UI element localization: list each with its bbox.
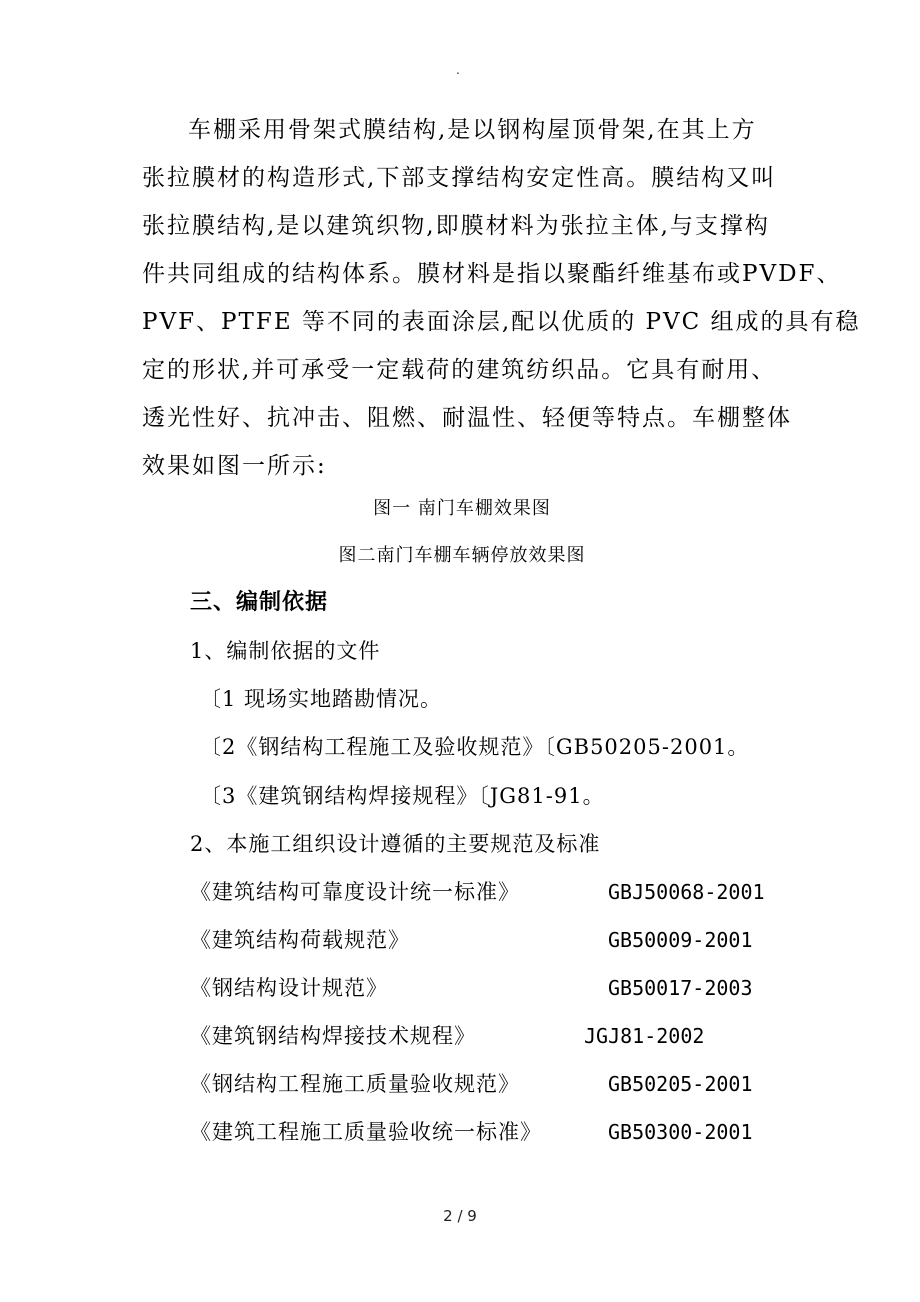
standard-name: 《建筑钢结构焊接技术规程》	[190, 1024, 476, 1048]
standard-code: GBJ50068-2001	[608, 880, 765, 904]
header-mark: .	[456, 63, 460, 77]
standard-row	[190, 1067, 790, 1101]
standard-name: 《钢结构工程施工质量验收规范》	[190, 1072, 520, 1096]
standard-row	[190, 875, 790, 909]
standard-row	[190, 923, 790, 957]
standard-row	[190, 1019, 790, 1053]
standard-code: GB50205-2001	[608, 1072, 753, 1096]
standard-code: GB50300-2001	[608, 1120, 753, 1144]
intro-paragraph	[142, 106, 861, 490]
standard-code: JGJ81-2002	[584, 1024, 705, 1048]
figure-2-caption: 图二南门车棚车辆停放效果图	[338, 545, 586, 566]
subsection-1-title: 1、编制依据的文件	[190, 639, 381, 663]
paragraph-line: 张拉膜结构,是以建筑织物,即膜材料为张拉主体,与支撑构	[142, 213, 770, 239]
paragraph-line: 效果如图一所示:	[142, 453, 327, 479]
paragraph-line: 透光性好、抗冲击、阻燃、耐温性、轻便等特点。车棚整体	[142, 405, 792, 431]
figure-1-caption: 图一 南门车棚效果图	[373, 498, 551, 519]
paragraph-line: 张拉膜材的构造形式,下部支撑结构安定性高。膜结构又叫	[142, 165, 777, 191]
reference-item: 〔2《钢结构工程施工及验收规范》〔GB50205-2001。	[200, 735, 750, 759]
standard-row	[190, 1115, 790, 1149]
standard-name: 《建筑工程施工质量验收统一标准》	[190, 1120, 542, 1144]
reference-item: 〔3《建筑钢结构焊接规程》〔JG81-91。	[200, 784, 605, 808]
standard-code: GB50017-2003	[608, 976, 753, 1000]
standard-name: 《建筑结构可靠度设计统一标准》	[190, 880, 520, 904]
standard-name: 《钢结构设计规范》	[190, 976, 388, 1000]
paragraph-line: PVF、PTFE 等不同的表面涂层,配以优质的 PVC 组成的具有稳	[142, 309, 861, 335]
paragraph-line: 定的形状,并可承受一定载荷的建筑纺织品。它具有耐用、	[142, 357, 777, 383]
reference-item: 〔1 现场实地踏勘情况。	[200, 687, 443, 711]
standard-name: 《建筑结构荷载规范》	[190, 928, 410, 952]
standard-code: GB50009-2001	[608, 928, 753, 952]
section-heading: 三、编制依据	[190, 590, 329, 615]
paragraph-line: 车棚采用骨架式膜结构,是以钢构屋顶骨架,在其上方	[188, 117, 757, 143]
standard-row	[190, 971, 790, 1005]
subsection-2-title: 2、本施工组织设计遵循的主要规范及标准	[190, 832, 601, 856]
paragraph-line: 件共同组成的结构体系。膜材料是指以聚酯纤维基布或PVDF、	[142, 261, 842, 287]
page-number: 2 / 9	[443, 1207, 477, 1225]
